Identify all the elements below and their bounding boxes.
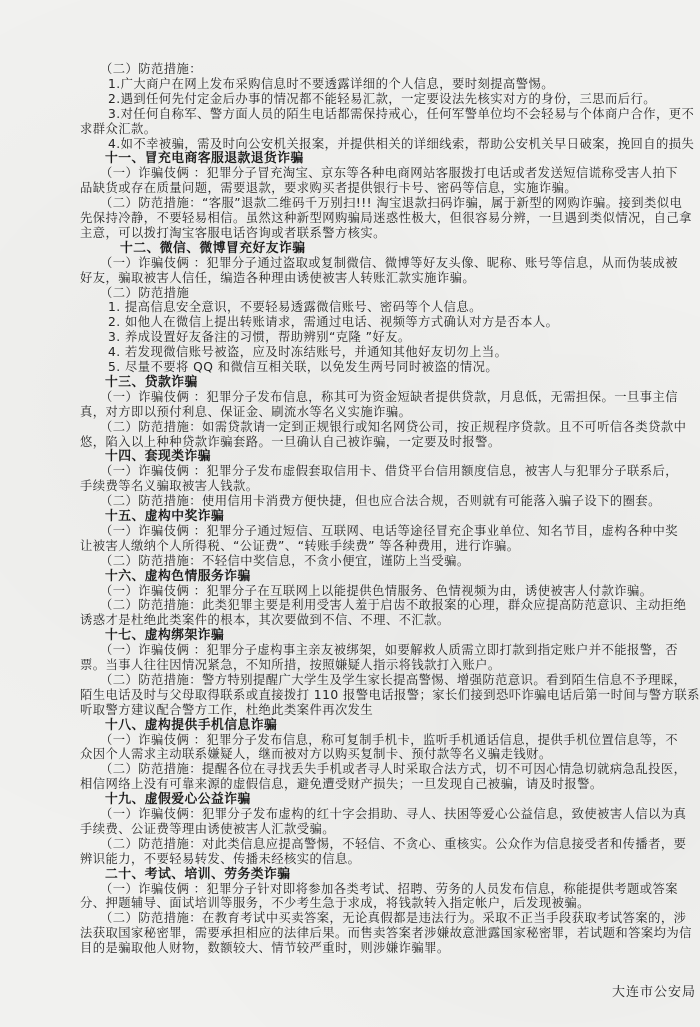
text-line: 真，对方即以预付利息、保证金、刷流水等名义实施诈骗。 <box>80 404 412 419</box>
text-line: （一）诈骗伎俩 ：犯罪分子在互联网上以能提供色情服务、色情视频为由，诱使被害人付款诈骗。 <box>100 583 653 598</box>
text-line: （一）诈骗伎俩 ：犯罪分子通过短信、互联网、电话等途径冒充企事业单位、知名节目，虚构各种中奖 <box>100 523 678 538</box>
text-line: （二）防范措施：使用信用卡消费方便快捷，但也应合法合规，否则就有可能落入骗子设下的圈套。 <box>100 494 661 509</box>
section-heading: 十一、冒充电商客服退款退货诈骗 <box>105 151 304 167</box>
text-line: 3. 养成设置好友备注的习惯，帮助辨别“克隆 ”好友。 <box>108 330 411 345</box>
text-line: 主意，可以拨打淘宝客服电话咨询或者联系警方核实。 <box>80 225 386 240</box>
text-line: 3.对任何自称军、警方面人员的陌生电话都需保持戒心，任何军警单位均不会轻易与个体商户合作，更不 <box>108 106 695 121</box>
text-line: 诱惑才是杜绝此类案件的根本，其次要做到不信、不理、不汇款。 <box>80 613 450 628</box>
text-line: 手续费等名义骗取被害人钱款。 <box>80 479 259 494</box>
text-line: 1.广大商户在网上发布采购信息时不要透露详细的个人信息，要时刻提高警惕。 <box>108 76 555 91</box>
text-line: （二）防范措施：不轻信中奖信息，不贪小便宜，谨防上当受骗。 <box>100 553 470 568</box>
section-heading: 十二、微信、微博冒充好友诈骗 <box>120 240 306 256</box>
text-line: 1. 提高信息安全意识，不要轻易透露微信账号、密码等个人信息。 <box>108 300 482 315</box>
text-line: （一）诈骗伎俩 ：犯罪分子发布虚假套取信用卡、借贷平台信用额度信息，被害人与犯罪分子联系后， <box>100 464 678 479</box>
text-line: （二）防范措施：提醒各位在寻找丢失手机或者寻人时采取合法方式，切不可因心情急切就病急乱投医， <box>100 762 687 777</box>
text-line: （二）防范措施： <box>100 62 202 76</box>
text-line: （二）防范措施：对此类信息应提高警惕，不轻信、不贪心、重核实。公众作为信息接受者和传播者，要 <box>100 836 687 851</box>
text-line: （一）诈骗伎俩：犯罪分子发布虚构的红十字会捐助、寻人、扶困等爱心公益信息，致使被害人信以为真 <box>100 807 687 821</box>
text-line: 求群众汇款。 <box>80 121 157 136</box>
text-line: （二）防范措施：此类犯罪主要是利用受害人羞于启齿不敢报案的心理，群众应提高防范意识、主动拒绝 <box>100 598 687 613</box>
text-line: （二）防范措施：在教育考试中买卖答案，无论真假都是违法行为。采取不正当手段获取考试答案的，涉 <box>100 911 687 926</box>
text-line: （一）诈骗伎俩 ：犯罪分子针对即将参加各类考试、招聘、劳务的人员发布信息，称能提供考题或答案 <box>100 881 678 896</box>
text-line: （一）诈骗伎俩 ：犯罪分子发布信息，称可复制手机卡，监听手机通话信息，提供手机位置信息等，不 <box>100 732 678 747</box>
text-line: （一）诈骗伎俩 ：犯罪分子冒充淘宝、京东等各种电商网站客服拨打电话或者发送短信谎称受害人拍下 <box>100 166 678 181</box>
text-line: 分、押题辅导、面试培训等服务，不少考生急于求成，将钱款转入指定帐户，后发现被骗。 <box>80 896 590 911</box>
text-line: 4. 若发现微信账号被盗，应及时冻结账号，并通知其他好友切勿上当。 <box>108 345 508 360</box>
section-heading: 十八、虚构提供手机信息诈骗 <box>105 717 278 733</box>
text-line: 2. 如他人在微信上提出转账请求，需通过电话、视频等方式确认对方是否本人。 <box>108 315 559 330</box>
section-heading: 十四、套现类诈骗 <box>105 449 211 465</box>
text-line: 4.如不幸被骗，需及时向公安机关报案，并提供相关的详细线索，帮助公安机关早日破案，挽回自的损失 <box>108 136 695 151</box>
text-line: （二）防范措施 <box>100 285 190 300</box>
text-line: 5. 尽量不要将 QQ 和微信互相关联，以免发生两号同时被盗的情况。 <box>108 360 499 374</box>
text-line: （一）诈骗伎俩 ：犯罪分子通过盗取或复制微信、微博等好友头像、昵称、账号等信息，从而伪装成被 <box>100 255 678 270</box>
text-line: （二）防范措施：如需贷款请一定到正规银行或知名网贷公司，按正规程序贷款。且不可听信各类贷款中 <box>100 419 687 434</box>
text-line: 悠，陷入以上种种贷款诈骗套路。一旦确认自己被诈骗，一定要及时报警。 <box>80 434 501 449</box>
text-line: （二）防范措施：警方特别提醒广大学生及学生家长提高警惕、增强防范意识。看到陌生信息不予理睬， <box>100 672 687 687</box>
text-line: （一）诈骗伎俩 ：犯罪分子虚构事主亲友被绑架，如要解救人质需立即打款到指定账户并不能报警，否 <box>100 643 678 658</box>
text-line: 手续费、公证费等理由诱使被害人汇款受骗。 <box>80 821 335 836</box>
section-heading: 十三、贷款诈骗 <box>105 374 198 390</box>
section-heading: 十七、虚构绑架诈骗 <box>105 628 225 644</box>
section-heading: 十六、虚构色情服务诈骗 <box>105 568 251 584</box>
text-line: 票。当事人往往因情况紧急，不知所措，按照嫌疑人指示将钱款打入账户。 <box>80 658 501 672</box>
text-line: 众因个人需求主动联系嫌疑人，继而被对方以购买复制卡、预付款等名义骗走钱财。 <box>80 747 552 762</box>
text-line: （二）防范措施：“客服”退款二维码千万别扫!!! 淘宝退款扫码诈骗，属于新型的网购诈骗。接到类似电 <box>100 196 683 211</box>
text-line: 法获取国家秘密罪，需要承担相应的法律后果。而售卖答案者涉嫌故意泄露国家秘密罪，若试题和答案均为信 <box>80 926 692 941</box>
text-line: 好友，骗取被害人信任，编造各种理由诱使被害人转账汇款实施诈骗。 <box>80 270 476 285</box>
text-line: 陌生电话及时与父母取得联系或直接拨打 110 报警电话报警；家长们接到恐吓诈骗电话后第一时间与警方联系 <box>80 687 700 702</box>
signature: 大连市公安局 <box>611 985 696 1000</box>
section-heading: 十五、虚构中奖诈骗 <box>105 509 225 524</box>
text-line: 先保持冷静，不要轻易相信。虽然这种新型网购骗局迷惑性极大，但很容易分辨，一旦遇到类似情况，自己拿 <box>80 211 692 225</box>
section-heading: 十九、虚假爱心公益诈骗 <box>105 792 251 808</box>
text-line: 相信网络上没有可靠来源的虚假信息，避免遭受财产损失；一旦发现自己被骗，请及时报警。 <box>80 777 603 792</box>
text-line: 辨识能力，不要轻易转发、传播未经核实的信息。 <box>80 851 361 866</box>
text-line: 听取警方建议配合警方工作，杜绝此类案件再次发生 <box>80 702 374 717</box>
text-line: 目的是骗取他人财物，数额较大、情节较严重时，则涉嫌诈骗罪。 <box>80 941 450 956</box>
text-line: 2.遇到任何先付定金后办事的情况都不能轻易汇款，一定要设法先核实对方的身份，三思而后行。 <box>108 91 657 106</box>
text-line: 让被害人缴纳个人所得税、“公证费”、“转账手续费” 等各种费用，进行诈骗。 <box>80 538 520 553</box>
section-heading: 二十、考试、培训、劳务类诈骗 <box>105 866 291 882</box>
text-line: （一）诈骗伎俩 ：犯罪分子发布信息，称其可为资金短缺者提供贷款，月息低，无需担保。一旦事主信 <box>100 389 678 404</box>
text-line: 品缺货或存在质量问题，需要退款，要求购买者提供银行卡号、密码等信息，实施诈骗。 <box>80 181 578 196</box>
